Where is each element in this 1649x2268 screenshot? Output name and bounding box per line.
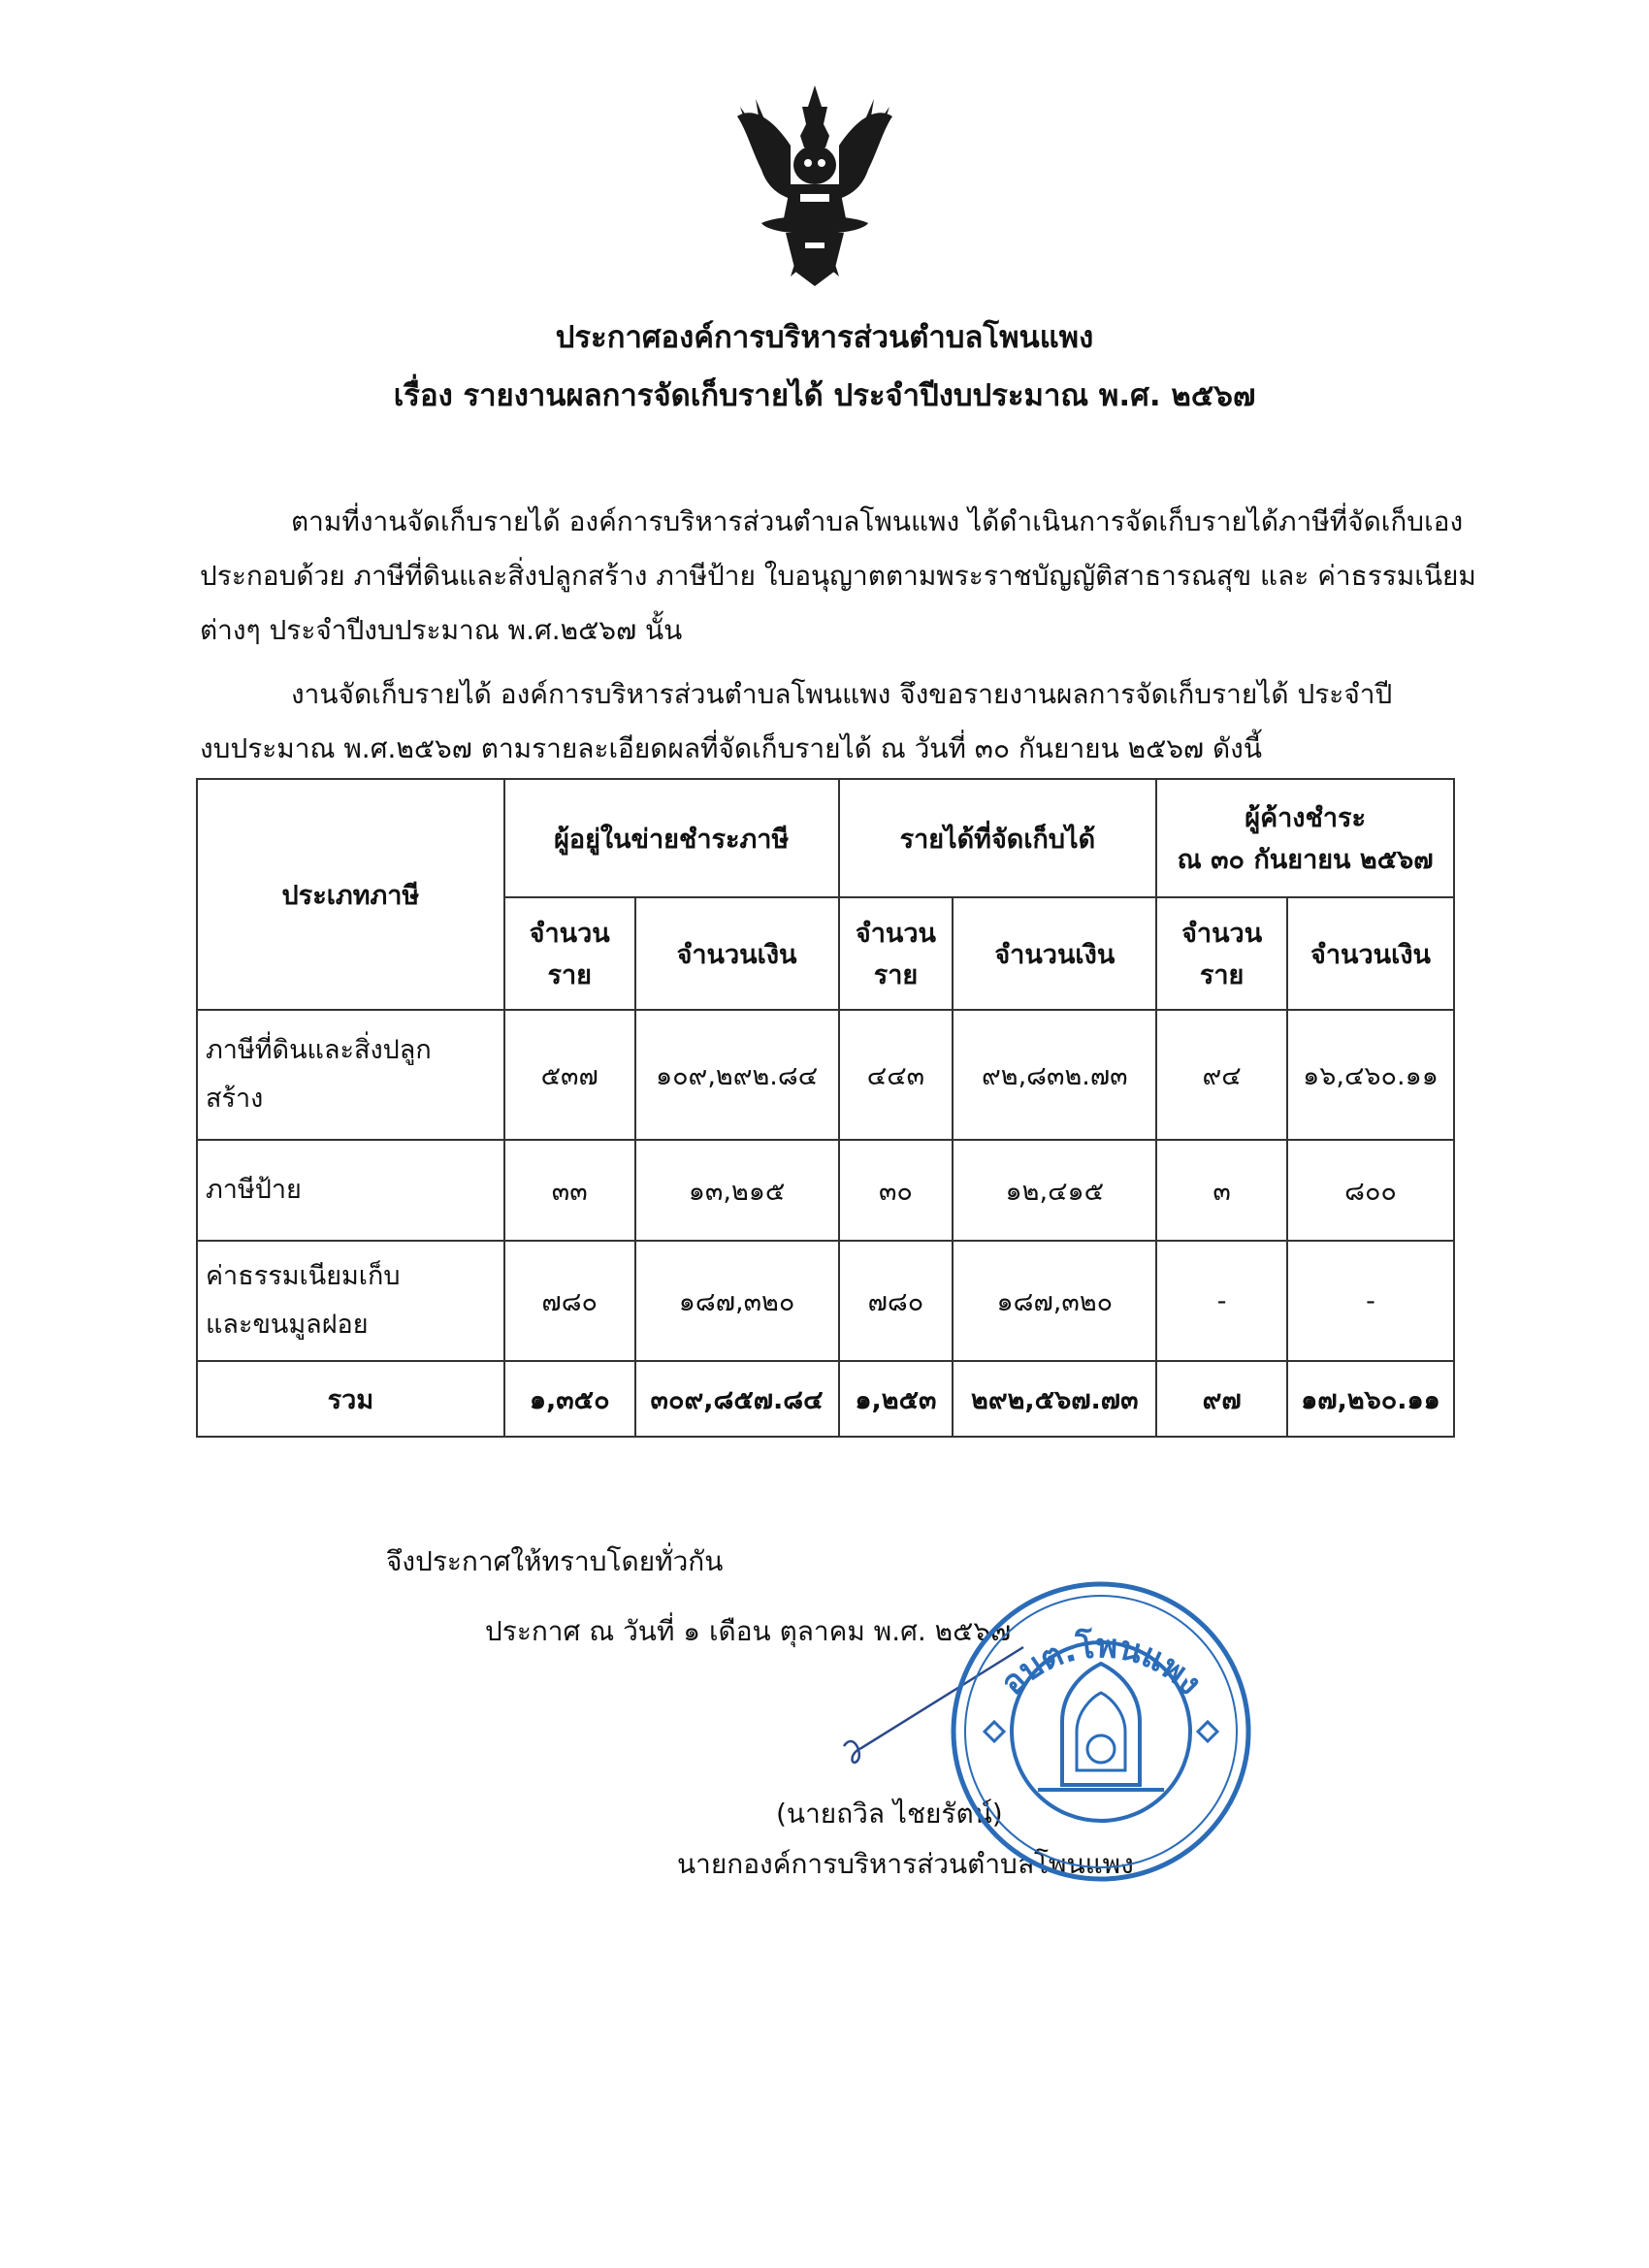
row-label: ภาษีที่ดินและสิ่งปลูก สร้าง [197,1010,504,1140]
cell-amount: ๑๓,๒๑๕ [635,1140,839,1241]
subheader-count: จำนวน ราย [1156,897,1287,1010]
cell-amount: - [1287,1241,1454,1361]
paragraph-1-line-3: ต่างๆ ประจำปีงบประมาณ พ.ศ.๒๕๖๗ นั้น [200,614,683,646]
subheader-count: จำนวน ราย [839,897,954,1010]
header-tax-type: ประเภทภาษี [197,779,504,1010]
total-amount: ๑๗,๒๖๐.๑๑ [1287,1361,1454,1437]
announce-date: ประกาศ ณ วันที่ ๑ เดือน ตุลาคม พ.ศ. ๒๕๖๗ [485,1615,1012,1647]
header-taxpayers: ผู้อยู่ในข่ายชำระภาษี [504,779,839,897]
signer-name: (นายถวิล ไชยรัตน์) [776,1798,1003,1830]
subheader-amount: จำนวนเงิน [635,897,839,1010]
cell-count: ๓ [1156,1140,1287,1241]
stamp-text: อบต.โพนแพง [992,1627,1210,1703]
cell-count: ๕๓๗ [504,1010,635,1140]
cell-count: ๗๘๐ [504,1241,635,1361]
cell-amount: ๑๐๙,๒๙๒.๘๔ [635,1010,839,1140]
header-outstanding-line-2: ณ ๓๐ กันยายน ๒๕๖๗ [1177,845,1434,875]
paragraph-1-line-2: ประกอบด้วย ภาษีที่ดินและสิ่งปลูกสร้าง ภาษีป้าย ใบอนุญาตตามพระราชบัญญัติสาธารณสุข และ ค่าธรรมเนียม [200,560,1476,592]
paragraph-1-line-1: ตามที่งานจัดเก็บรายได้ องค์การบริหารส่วนตำบลโพนแพง ได้ดำเนินการจัดเก็บรายได้ภาษีที่จัดเก็บเอง [291,505,1464,537]
table-row [197,1010,1454,1140]
cell-amount: ๑๖,๔๖๐.๑๑ [1287,1010,1454,1140]
announcement-title: ประกาศองค์การบริหารส่วนตำบลโพนแพง [555,320,1094,355]
announcement-subject: เรื่อง รายงานผลการจัดเก็บรายได้ ประจำปีงบประมาณ พ.ศ. ๒๕๖๗ [393,378,1256,413]
paragraph-2-line-1: งานจัดเก็บรายได้ องค์การบริหารส่วนตำบลโพนแพง จึงขอรายงานผลการจัดเก็บรายได้ ประจำปี [291,678,1393,710]
cell-count: - [1156,1241,1287,1361]
table-row [197,1241,1454,1361]
cell-amount: ๙๒,๘๓๒.๗๓ [953,1010,1156,1140]
total-count: ๙๗ [1156,1361,1287,1437]
signer-title: นายกองค์การบริหารส่วนตำบลโพนแพง [677,1848,1134,1880]
cell-amount: ๑๒,๔๑๕ [953,1140,1156,1241]
header-outstanding-line-1: ผู้ค้างชำระ [1245,803,1366,833]
total-amount: ๓๐๙,๘๕๗.๘๔ [635,1361,839,1437]
total-label: รวม [197,1361,504,1437]
total-row [197,1361,1454,1437]
row-label: ค่าธรรมเนียมเก็บ และขนมูลฝอย [197,1241,504,1361]
cell-count: ๓๓ [504,1140,635,1241]
paragraph-2-line-2: งบประมาณ พ.ศ.๒๕๖๗ ตามรายละเอียดผลที่จัดเก็บรายได้ ณ วันที่ ๓๐ กันยายน ๒๕๖๗ ดังนี้ [200,732,1262,764]
subheader-amount: จำนวนเงิน [1287,897,1454,1010]
table-row [197,1140,1454,1241]
announce-statement: จึงประกาศให้ทราบโดยทั่วกัน [386,1545,724,1577]
cell-amount: ๘๐๐ [1287,1140,1454,1241]
garuda-emblem [732,78,897,291]
cell-count: ๔๔๓ [839,1010,954,1140]
cell-amount: ๑๘๗,๓๒๐ [635,1241,839,1361]
revenue-table [196,778,1455,1438]
cell-amount: ๑๘๗,๓๒๐ [953,1241,1156,1361]
header-collected-revenue: รายได้ที่จัดเก็บได้ [839,779,1157,897]
subheader-amount: จำนวนเงิน [953,897,1156,1010]
row-label: ภาษีป้าย [197,1140,504,1241]
header-outstanding [1156,779,1454,897]
total-count: ๑,๒๕๓ [839,1361,954,1437]
cell-count: ๗๘๐ [839,1241,954,1361]
total-amount: ๒๙๒,๕๖๗.๗๓ [953,1361,1156,1437]
subheader-count: จำนวน ราย [504,897,635,1010]
cell-count: ๓๐ [839,1140,954,1241]
total-count: ๑,๓๕๐ [504,1361,635,1437]
official-stamp [946,1576,1256,1887]
cell-count: ๙๔ [1156,1010,1287,1140]
